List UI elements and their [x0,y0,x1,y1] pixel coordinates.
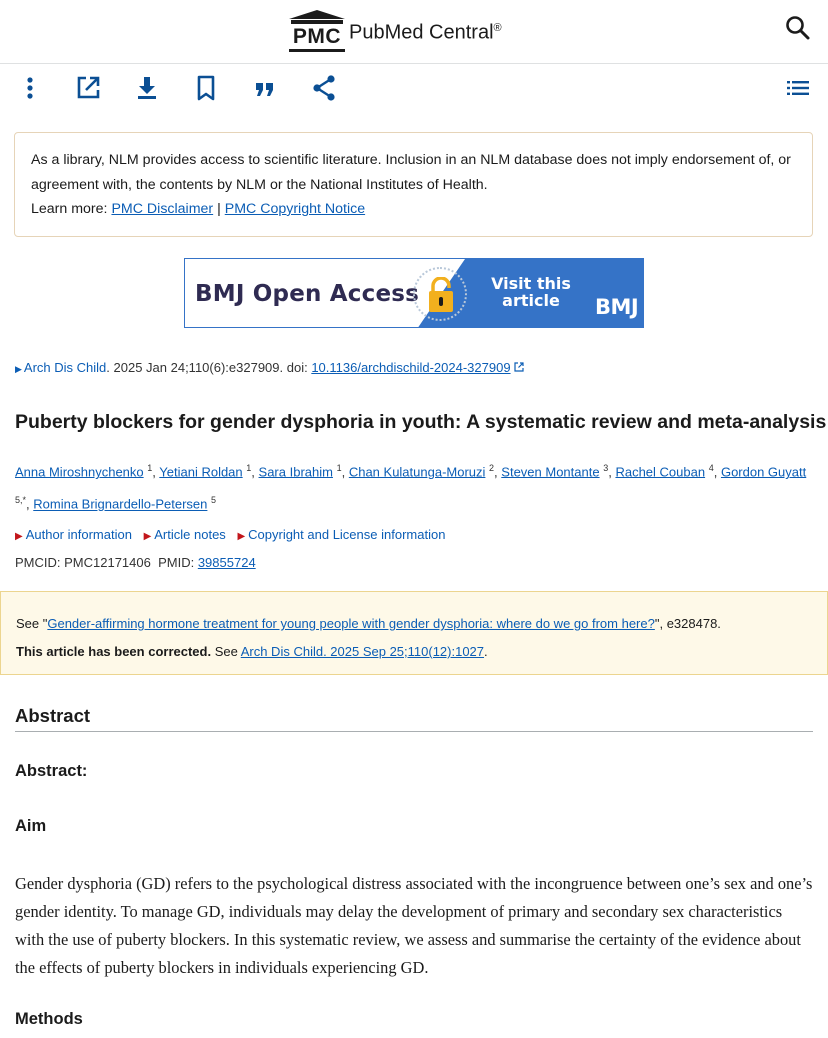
related-article-link[interactable]: Gender-affirming hormone treatment for young people with gender dysphoria: where do we go from here? [47,616,655,631]
download-icon[interactable] [133,74,161,102]
author-link[interactable]: Rachel Couban [615,464,706,480]
open-external-icon[interactable] [74,74,102,102]
article-notes-toggle[interactable]: ▶ Article notes [143,527,226,542]
expand-triangle-icon: ▶ [15,364,22,374]
expand-triangle-icon: ▶ [15,531,23,542]
external-link-icon [514,360,524,375]
expand-triangle-icon: ▶ [237,531,246,542]
author-link[interactable]: Steven Montante [501,464,600,480]
share-icon[interactable] [310,74,338,102]
search-icon[interactable] [784,14,812,42]
article-toolbar [0,64,828,112]
correction-alert [0,591,828,675]
author-link[interactable]: Sara Ibrahim [258,464,333,480]
author-link[interactable]: Yetiani Roldan [159,464,243,480]
bookmark-icon[interactable] [192,74,220,102]
quote-icon[interactable] [251,74,279,102]
pubmed-central-name: PubMed Central® [349,22,502,44]
article-identifiers: PMCID: PMC12171406 PMID: 39855724 [15,555,256,570]
pmc-copyright-link[interactable]: PMC Copyright Notice [224,201,366,217]
pmid-link[interactable]: 39855724 [197,555,256,570]
pmc-logo[interactable] [289,6,502,52]
visit-article-text: Visit this article [491,274,571,310]
site-header [0,0,828,64]
author-information-toggle[interactable]: ▶ Author information [15,527,132,542]
author-list: Anna Miroshnychenko $^1$, Yetiani Roldan $^1$, Sara Ibrahim $^1$, Chan Kulatunga-Moruzi $^2$, Steven Montante $^3$, Rachel Couban $^4$, Gordon Guyatt $^{5,*}$, Romina Brignardello-Petersen $^5$ [15,463,807,512]
related-article-line: See "Gender-affirming hormone treatment for young people with gender dysphoria: where do we go from here?", e328478. [16,616,721,631]
bmj-open-access-banner[interactable] [184,258,644,328]
pmc-logo-text: PMC [289,25,345,52]
author-link[interactable]: Chan Kulatunga-Moruzi [348,464,486,480]
expand-triangle-icon: ▶ [143,531,152,542]
correction-line: This article has been corrected. See Arch Dis Child. 2025 Sep 25;110(12):1027. [16,644,488,659]
article-info-toggles [15,527,453,542]
banner-title: BMJ Open Access [195,281,420,307]
open-lock-icon [428,277,454,318]
article-title: Puberty blockers for gender dysphoria in youth: A systematic review and meta-analysis [15,411,827,433]
pmcid: PMCID: PMC12171406 [15,555,151,570]
citation-line: ▶ Arch Dis Child. 2025 Jan 24;110(6):e327909. doi: 10.1136/archdischild-2024-327909 [15,360,524,375]
nlm-disclaimer-notice [14,132,813,237]
learn-more-line: Learn more: PMC Disclaimer | PMC Copyright Notice [31,201,366,217]
pmc-logo-mark [289,10,345,52]
aim-heading: Aim [15,817,47,835]
abstract-heading: Abstract [15,705,813,732]
copyright-license-toggle[interactable]: ▶ Copyright and License information [237,527,446,542]
abstract-subheading: Abstract: [15,762,88,780]
more-vertical-icon[interactable] [16,74,44,102]
methods-heading: Methods [15,1010,83,1028]
list-icon[interactable] [784,74,812,102]
notice-text: As a library, NLM provides access to scientific literature. Inclusion in an NLM database does not imply endorsement of, or agreement with, the contents by NLM or the National Institutes of Health. [31,152,791,193]
journal-link[interactable]: Arch Dis Child [23,360,107,375]
correction-link[interactable]: Arch Dis Child. 2025 Sep 25;110(12):1027 [240,644,485,659]
aim-paragraph: Gender dysphoria (GD) refers to the psychological distress associated with the incongruence between one’s sex and one’s gender identity. To manage GD, individuals may delay the development of primary and secondary sex characteristics with the use of puberty blockers. In this systematic review, we assess and summarise the certainty of the evidence about the effects of puberty blockers in individuals experiencing GD. [15,874,813,977]
doi-link[interactable]: 10.1136/archdischild-2024-327909 [311,360,511,375]
author-link[interactable]: Romina Brignardello-Petersen [33,496,208,512]
bmj-logo: BMJ [595,295,639,319]
author-link[interactable]: Anna Miroshnychenko [15,464,144,480]
pmc-disclaimer-link[interactable]: PMC Disclaimer [111,201,214,217]
author-link[interactable]: Gordon Guyatt [720,464,807,480]
